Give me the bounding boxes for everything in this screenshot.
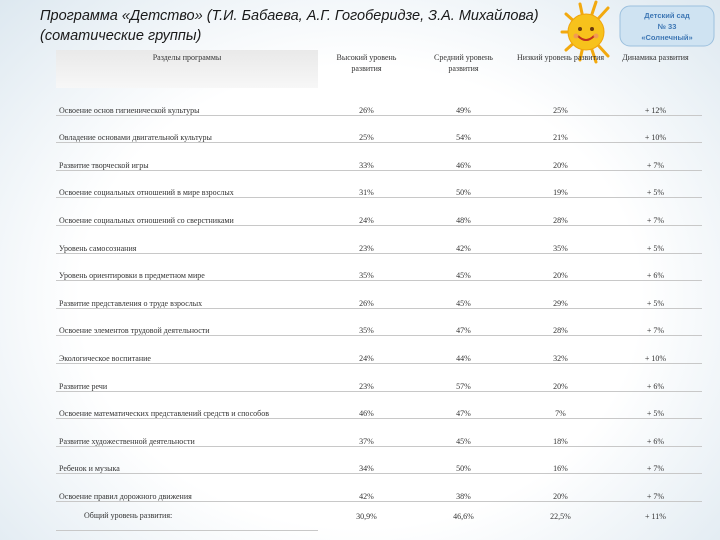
row-dynamics-value: + 5% — [609, 391, 702, 419]
row-section-name: Уровень самосознания — [56, 225, 318, 253]
row-high-value: 37% — [318, 419, 415, 447]
title-line-2: (соматические группы) — [40, 28, 202, 44]
row-low-value: 19% — [512, 170, 609, 198]
row-low-value: 18% — [512, 419, 609, 447]
table-row — [56, 308, 702, 336]
table-row — [56, 474, 702, 502]
table-row — [56, 419, 702, 447]
total-high-value: 30,9% — [356, 511, 377, 521]
table-row — [56, 88, 702, 115]
row-high-value: 24% — [318, 336, 415, 364]
row-section-name: Развитие речи — [56, 363, 318, 391]
row-medium-value: 54% — [415, 115, 512, 143]
table-row — [56, 391, 702, 419]
table-row — [56, 115, 702, 143]
row-medium-value: 50% — [415, 170, 512, 198]
table-row — [56, 170, 702, 198]
header-sections: Разделы программы — [56, 50, 318, 88]
row-section-name: Ребенок и музыка — [56, 446, 318, 474]
row-low-value: 25% — [512, 88, 609, 115]
row-high-value: 23% — [318, 363, 415, 391]
row-medium-value: 47% — [415, 308, 512, 336]
row-medium-value: 45% — [415, 419, 512, 447]
logo-line-2: № 33 — [657, 22, 677, 31]
row-high-value: 26% — [318, 281, 415, 309]
row-high-value: 25% — [318, 115, 415, 143]
row-section-name: Освоение социальных отношений со сверстниками — [56, 198, 318, 226]
table-row — [56, 281, 702, 309]
row-section-name: Развитие художественной деятельности — [56, 419, 318, 447]
table-body — [56, 88, 702, 530]
row-section-name: Освоение правил дорожного движения — [56, 474, 318, 502]
row-section-name: Развитие представления о труде взрослых — [56, 281, 318, 309]
row-medium-value: 48% — [415, 198, 512, 226]
row-high-value: 42% — [318, 474, 415, 502]
row-high-value: 24% — [318, 198, 415, 226]
results-table — [56, 50, 702, 531]
row-section-name: Овладение основами двигательной культуры — [56, 115, 318, 143]
row-low-value: 20% — [512, 474, 609, 502]
table-row — [56, 336, 702, 364]
row-dynamics-value: + 5% — [609, 225, 702, 253]
row-low-value: 29% — [512, 281, 609, 309]
row-medium-value: 47% — [415, 391, 512, 419]
header-high: Высокий уровень развития — [336, 53, 397, 73]
row-section-name: Освоение социальных отношений в мире взрослых — [56, 170, 318, 198]
row-high-value: 23% — [318, 225, 415, 253]
total-low-value: 22,5% — [550, 511, 571, 521]
row-low-value: 21% — [512, 115, 609, 143]
row-dynamics-value: + 7% — [609, 143, 702, 171]
header-medium: Средний уровень развития — [434, 53, 493, 73]
table-row — [56, 225, 702, 253]
table-header-row — [56, 50, 702, 88]
row-section-name: Развитие творческой игры — [56, 143, 318, 171]
row-dynamics-value: + 7% — [609, 446, 702, 474]
row-medium-value: 45% — [415, 253, 512, 281]
row-medium-value: 44% — [415, 336, 512, 364]
row-low-value: 35% — [512, 225, 609, 253]
row-medium-value: 38% — [415, 474, 512, 502]
row-high-value: 46% — [318, 391, 415, 419]
row-dynamics-value: + 12% — [609, 88, 702, 115]
row-dynamics-value: + 7% — [609, 198, 702, 226]
row-dynamics-value: + 5% — [609, 170, 702, 198]
row-high-value: 35% — [318, 253, 415, 281]
title-line-1: Программа «Детство» (Т.И. Бабаева, А.Г. Гогоберидзе, З.А. Михайлова) — [40, 8, 539, 24]
row-dynamics-value: + 5% — [609, 281, 702, 309]
row-section-name: Экологическое воспитание — [56, 336, 318, 364]
row-high-value: 31% — [318, 170, 415, 198]
row-dynamics-value: + 6% — [609, 253, 702, 281]
row-low-value: 28% — [512, 308, 609, 336]
row-medium-value: 45% — [415, 281, 512, 309]
row-section-name: Освоение элементов трудовой деятельности — [56, 308, 318, 336]
table-row — [56, 198, 702, 226]
slide-title — [40, 6, 600, 46]
row-low-value: 7% — [512, 391, 609, 419]
total-medium-value: 46,6% — [453, 511, 474, 521]
row-high-value: 35% — [318, 308, 415, 336]
row-medium-value: 49% — [415, 88, 512, 115]
logo-line-3: «Солнечный» — [641, 33, 693, 42]
row-low-value: 20% — [512, 253, 609, 281]
header-low: Низкий уровень развития — [516, 53, 605, 62]
row-low-value: 16% — [512, 446, 609, 474]
row-low-value: 28% — [512, 198, 609, 226]
total-label: Общий уровень развития: — [56, 501, 318, 530]
table-row — [56, 143, 702, 171]
table-row — [56, 363, 702, 391]
row-high-value: 34% — [318, 446, 415, 474]
row-high-value: 26% — [318, 88, 415, 115]
row-dynamics-value: + 7% — [609, 308, 702, 336]
row-low-value: 20% — [512, 143, 609, 171]
row-dynamics-value: + 10% — [609, 115, 702, 143]
row-dynamics-value: + 6% — [609, 419, 702, 447]
row-medium-value: 46% — [415, 143, 512, 171]
total-dynamics-value: + 11% — [645, 511, 666, 521]
row-section-name: Освоение математических представлений средств и способов — [56, 391, 318, 419]
row-medium-value: 42% — [415, 225, 512, 253]
row-medium-value: 57% — [415, 363, 512, 391]
row-section-name: Освоение основ гигиенической культуры — [56, 88, 318, 115]
table-row — [56, 446, 702, 474]
row-dynamics-value: + 7% — [609, 474, 702, 502]
row-medium-value: 50% — [415, 446, 512, 474]
table-row — [56, 253, 702, 281]
row-section-name: Уровень ориентировки в предметном мире — [56, 253, 318, 281]
row-high-value: 33% — [318, 143, 415, 171]
logo-line-1: Детский сад — [644, 11, 690, 20]
row-low-value: 32% — [512, 336, 609, 364]
header-dynamics: Динамика развития — [622, 53, 689, 62]
row-dynamics-value: + 6% — [609, 363, 702, 391]
total-row — [56, 501, 702, 530]
row-low-value: 20% — [512, 363, 609, 391]
row-dynamics-value: + 10% — [609, 336, 702, 364]
